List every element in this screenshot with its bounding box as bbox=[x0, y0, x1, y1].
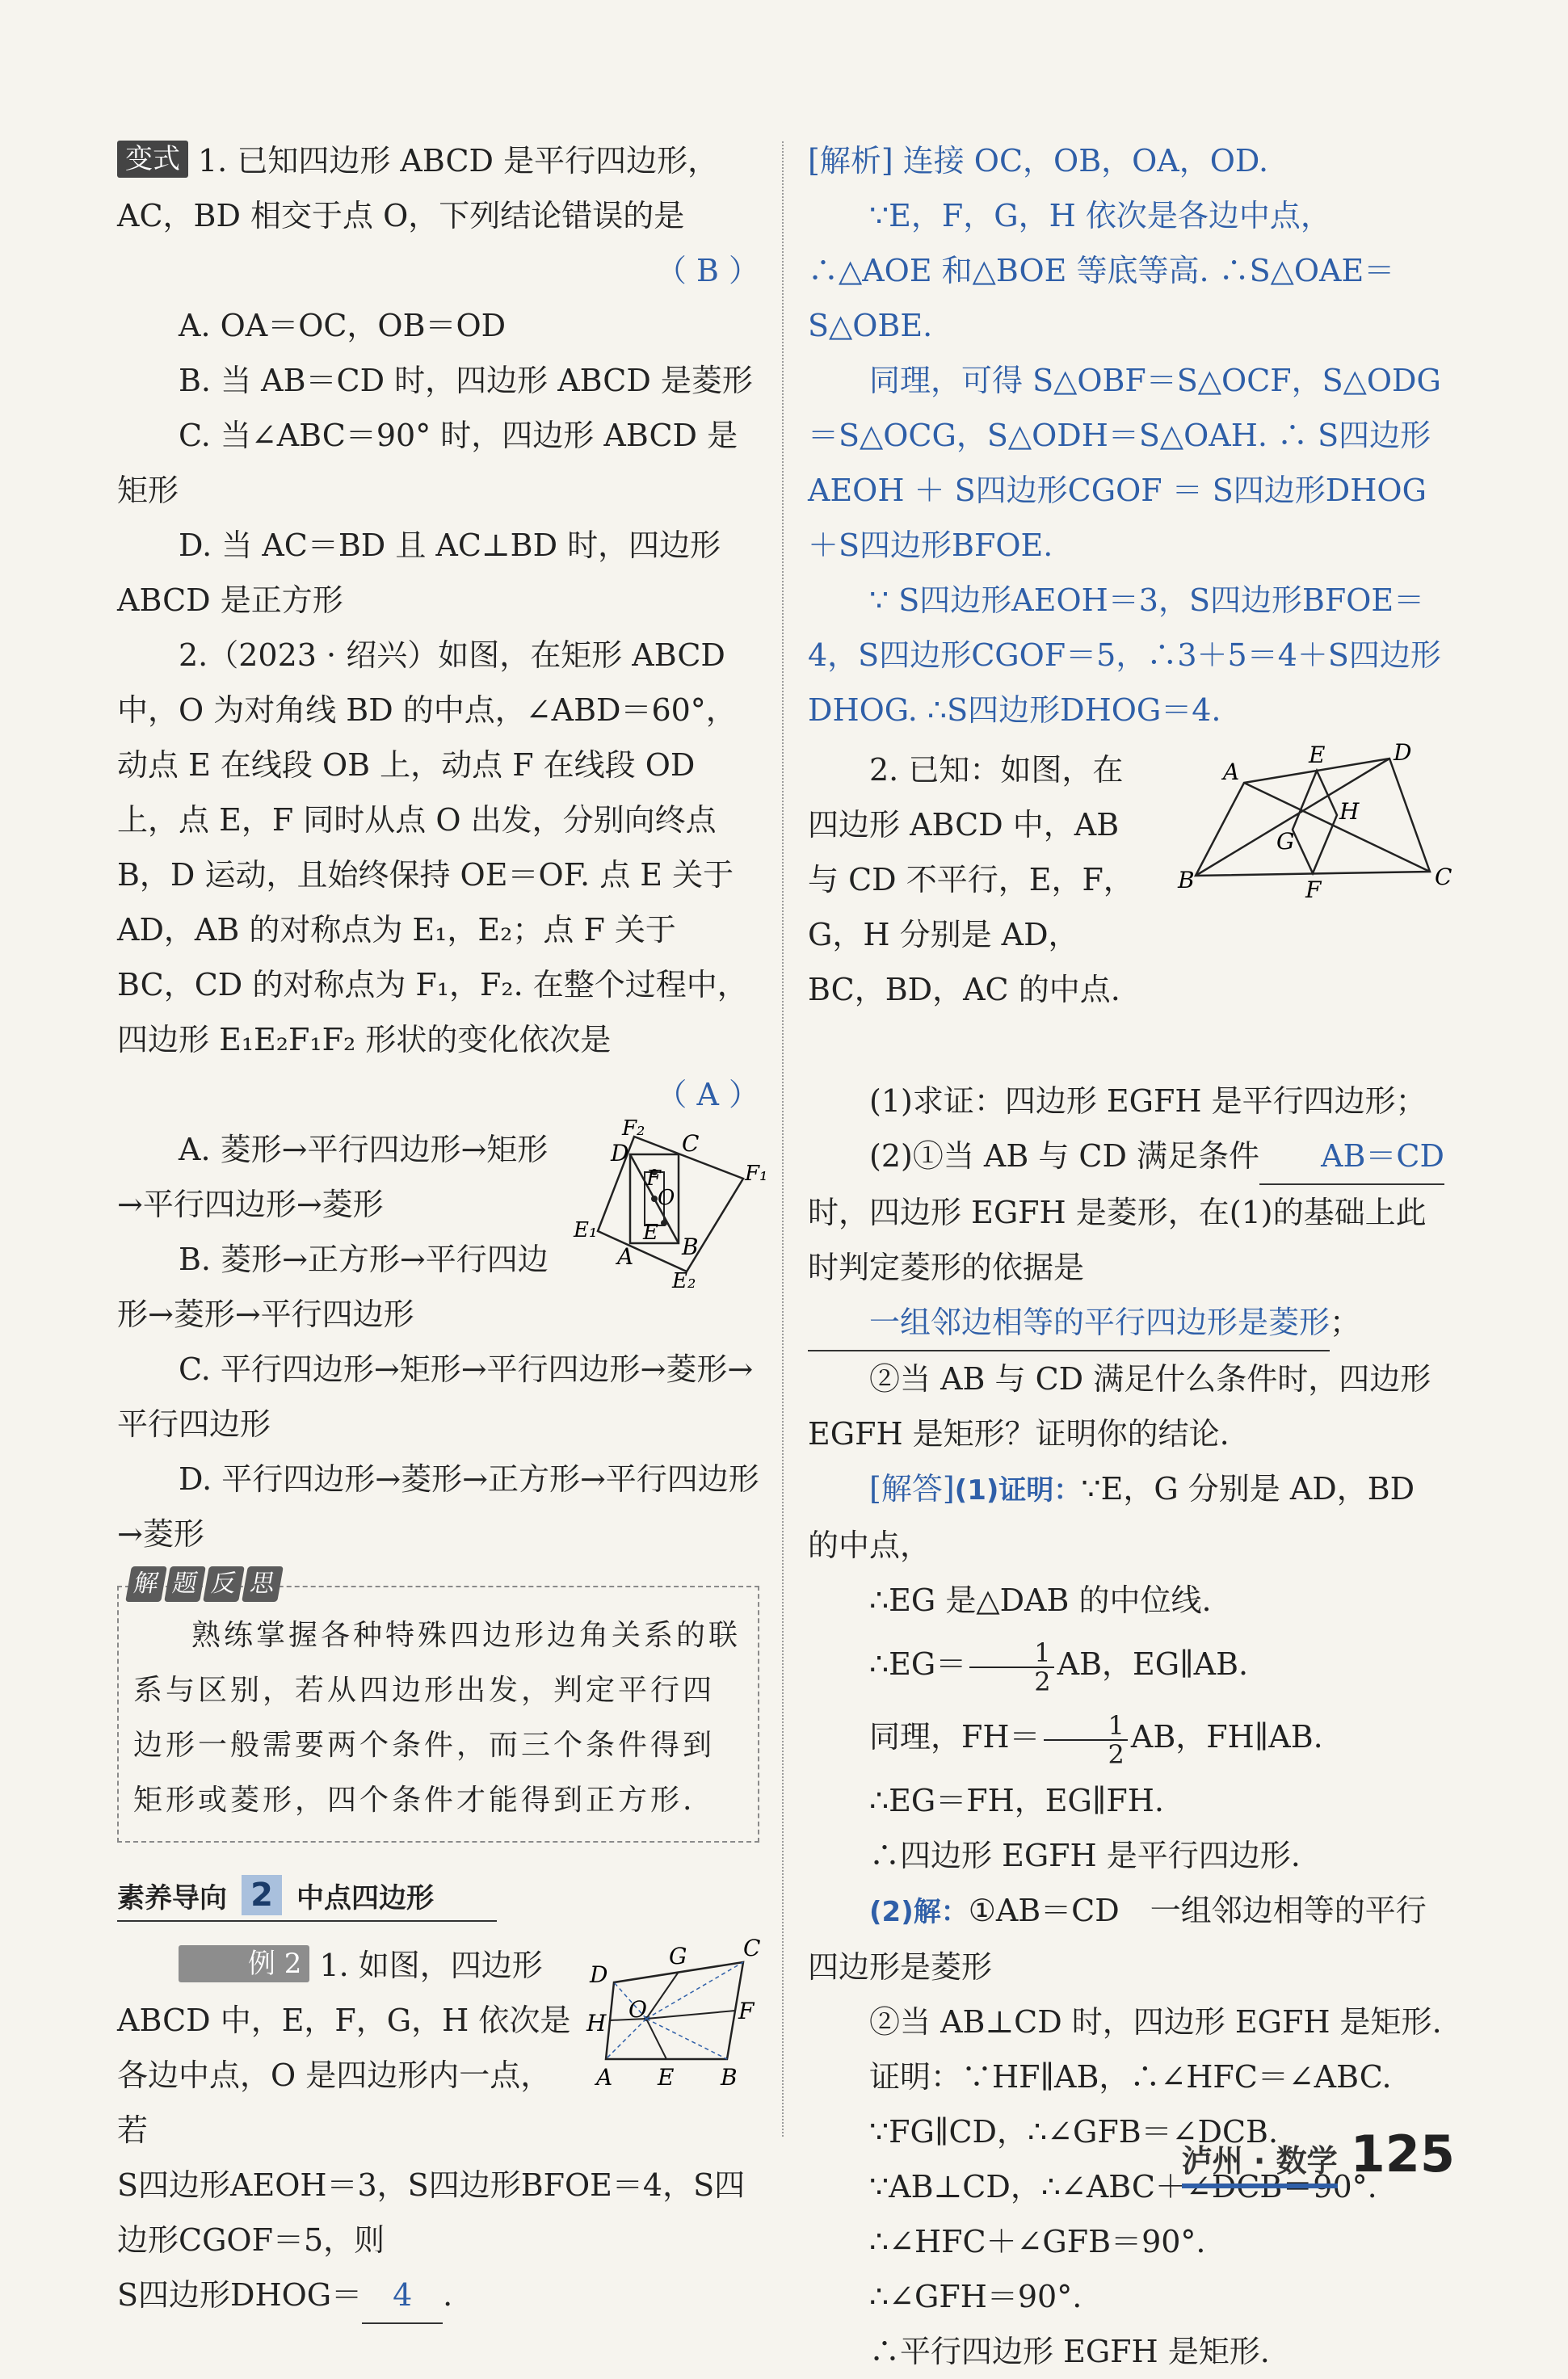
fig3-label-h: H bbox=[1339, 798, 1360, 825]
example-block bbox=[117, 1935, 761, 2324]
example-figure bbox=[582, 1935, 761, 2091]
fig2-label-h: H bbox=[586, 2010, 607, 2036]
solution-part2-line-5: ∵AB⊥CD，∴∠ABC＋∠DCB＝90°. bbox=[869, 2169, 1377, 2205]
fig1-label-f1: F₁ bbox=[745, 1162, 768, 1186]
reflection-text: 熟练掌握各种特殊四边形边角关系的联系与区别，若从四边形出发，判定平行四边形一般需要两个条件，而三个条件得到矩形或菱形，四个条件才能得到正方形. bbox=[133, 1619, 742, 1817]
fig1-label-f: F bbox=[646, 1166, 662, 1191]
q2-right-block bbox=[808, 739, 1454, 1017]
q2-answer: （ A ） bbox=[656, 1077, 759, 1112]
fig1-label-b: B bbox=[682, 1234, 699, 1260]
fig3-label-a: A bbox=[1223, 759, 1240, 785]
right-q2-stem: 2. 已知：如图，在四边形 ABCD 中，AB 与 CD 不平行，E，F，G，H 分别是 AD，BC，BD，AC 的中点. bbox=[808, 752, 1134, 1007]
fig2-label-f: F bbox=[738, 1998, 755, 2024]
example-answer-blank: 4 bbox=[362, 2268, 443, 2324]
left-column bbox=[117, 133, 768, 2324]
fig2-label-d: D bbox=[590, 1961, 608, 1988]
fig3-label-d: D bbox=[1394, 739, 1412, 766]
part2-blank-2: 一组邻边相等的平行四边形是菱形 bbox=[808, 1295, 1330, 1351]
solution-line-2: ∴EG 是△DAB 的中位线. bbox=[869, 1582, 1212, 1618]
solution-line-1: [解答](1)证明：∵E，G 分别是 AD，BD 的中点， bbox=[808, 1471, 1415, 1563]
fig2-label-g: G bbox=[669, 1943, 687, 1969]
variant-option-d: D. 当 AC＝BD 且 AC⊥BD 时，四边形 ABCD 是正方形 bbox=[117, 527, 721, 618]
fig3-label-c: C bbox=[1435, 864, 1452, 890]
footer-label: 泸州 · 数学 bbox=[1182, 2136, 1338, 2188]
q2-stem: 2.（2023 · 绍兴）如图，在矩形 ABCD 中，O 为对角线 BD 的中点，∠ABD＝60°，动点 E 在线段 OB 上，动点 F 在线段 OD 上，点 E，F 同时从点 O 出发，分别向终点 B，D 运动，且始终保持 OE＝OF. 点 E 关于 AD，AB 的对称点为 E₁，E₂；点 F 关于 BC，CD 的对称点为 F₁，F₂. 在整个过程中，四边形 E₁E₂F₁F₂ 形状的变化依次是 bbox=[117, 637, 748, 1057]
part2-label: (2)解： bbox=[869, 1896, 969, 1928]
solution-line-3: ∴EG＝ $\frac{1}{2}$ AB，EG∥AB. bbox=[869, 1637, 1249, 1697]
variant-option-c: C. 当∠ABC＝90° 时，四边形 ABCD 是矩形 bbox=[117, 418, 738, 508]
fraction-half-2: $\frac{1}{2}$ bbox=[1044, 1712, 1128, 1768]
right-q2-part1: (1)求证：四边形 EGFH 是平行四边形； bbox=[869, 1083, 1427, 1119]
fig1-label-e2: E₂ bbox=[672, 1269, 696, 1293]
reflection-title: 解 题 反 思 bbox=[128, 1566, 280, 1602]
section-title: 中点四边形 bbox=[296, 1881, 434, 1915]
solution-part2-line-6: ∴∠HFC＋∠GFB＝90°. bbox=[869, 2224, 1206, 2259]
section-label: 素养导向 bbox=[117, 1881, 227, 1915]
q2-options-block bbox=[117, 1116, 768, 1561]
q2-right-figure bbox=[1155, 739, 1454, 904]
analysis-line-3: 同理，可得 S△OBF＝S△OCF，S△ODG＝S△OCG，S△ODH＝S△OAH. ∴ S四边形AEOH ＋ S四边形CGOF ＝ S四边形DHOG＋S四边形BFOE. bbox=[808, 363, 1441, 563]
fig1-label-e1: E₁ bbox=[574, 1218, 598, 1242]
fig1-label-f2: F₂ bbox=[622, 1116, 645, 1141]
fig1-label-a: A bbox=[617, 1243, 634, 1270]
fraction-half-1: $\frac{1}{2}$ bbox=[969, 1639, 1053, 1696]
solution-part2-line-7: ∴∠GFH＝90°. bbox=[869, 2279, 1082, 2314]
solution-line-4: 同理，FH＝ $\frac{1}{2}$ AB，FH∥AB. bbox=[869, 1709, 1323, 1770]
solution-line-6: ∴四边形 EGFH 是平行四边形. bbox=[869, 1838, 1301, 1873]
example-tag: 例 2 bbox=[179, 1945, 309, 1982]
page-number: 125 bbox=[1350, 2125, 1455, 2184]
fig2-label-b: B bbox=[721, 2064, 738, 2091]
variant-tag: 变式 bbox=[117, 141, 188, 178]
fig1-label-c: C bbox=[682, 1130, 700, 1157]
right-q2-part2: (2)①当 AB 与 CD 满足条件 AB＝CD时，四边形 EGFH 是菱形，在(1)的基础上此时判定菱形的依据是一组邻边相等的平行四边形是菱形； bbox=[808, 1129, 1454, 1351]
right-q2-part2b: ②当 AB 与 CD 满足什么条件时，四边形 EGFH 是矩形？证明你的结论. bbox=[808, 1361, 1431, 1452]
fig2-label-e: E bbox=[658, 2064, 675, 2091]
variant-option-a: A. OA＝OC，OB＝OD bbox=[179, 308, 507, 343]
fig3-label-e: E bbox=[1309, 742, 1326, 768]
fig2-label-c: C bbox=[743, 1935, 761, 1961]
column-divider bbox=[782, 141, 784, 2137]
fig3-label-f: F bbox=[1305, 876, 1322, 903]
q2-option-c: C. 平行四边形→矩形→平行四边形→菱形→平行四边形 bbox=[117, 1351, 754, 1442]
page-footer bbox=[1182, 2125, 1455, 2188]
variant-stem: 变式 1. 已知四边形 ABCD 是平行四边形，AC，BD 相交于点 O，下列结论错误的是 bbox=[117, 133, 759, 243]
q2-option-b: B. 菱形→正方形→平行四边形→菱形→平行四边形 bbox=[117, 1242, 549, 1332]
fig1-label-d: D bbox=[611, 1140, 629, 1166]
reflection-box bbox=[117, 1570, 759, 1843]
fig3-label-g: G bbox=[1276, 828, 1295, 855]
solution-line-5: ∴EG＝FH，EG∥FH. bbox=[869, 1783, 1165, 1818]
q2-figure bbox=[574, 1116, 768, 1293]
quad-eghf bbox=[1293, 771, 1337, 873]
part2-blank-1: AB＝CD bbox=[1259, 1129, 1444, 1185]
analysis-line-4: ∵ S四边形AEOH＝3，S四边形BFOE＝4，S四边形CGOF＝5，∴3＋5＝4＋S四边形DHOG. ∴S四边形DHOG＝4. bbox=[808, 582, 1441, 728]
fig1-label-o: O bbox=[658, 1186, 675, 1210]
fig1-label-e: E bbox=[643, 1221, 658, 1245]
section-number: 2 bbox=[242, 1875, 282, 1915]
solution-tag: [解答] bbox=[869, 1471, 955, 1507]
solution-part2-line-8: ∴平行四边形 EGFH 是矩形. bbox=[869, 2334, 1270, 2369]
example-question: S四边形DHOG＝ 4 . bbox=[117, 2268, 759, 2324]
solution-part2-line-3: 证明：∵HF∥AB，∴∠HFC＝∠ABC. bbox=[869, 2059, 1392, 2095]
solution-part2-line-2: ②当 AB⊥CD 时，四边形 EGFH 是矩形. bbox=[869, 2004, 1442, 2040]
fig2-label-a: A bbox=[596, 2064, 613, 2091]
fig3-label-b: B bbox=[1178, 867, 1195, 893]
q2-option-a: A. 菱形→平行四边形→矩形→平行四边形→菱形 bbox=[117, 1132, 549, 1222]
variant-option-b: B. 当 AB＝CD 时，四边形 ABCD 是菱形 bbox=[179, 363, 753, 398]
analysis-line-2: ∵E，F，G，H 依次是各边中点，∴△AOE 和△BOE 等底等高. ∴S△OAE＝S△OBE. bbox=[808, 198, 1395, 343]
solution-part2-line-1: (2)解：①AB＝CD 一组邻边相等的平行四边形是菱形 bbox=[808, 1893, 1427, 1985]
example-stem: 例 2 1. 如图，四边形 ABCD 中，E，F，G，H 依次是各边中点，O 是四边形内一点，若 bbox=[117, 1938, 759, 2158]
example-condition: S四边形AEOH＝3，S四边形BFOE＝4，S四边形CGOF＝5，则 bbox=[117, 2167, 746, 2258]
section-heading bbox=[117, 1875, 497, 1922]
fig2-label-o: O bbox=[628, 1996, 647, 2023]
analysis-line-1: [解析] 连接 OC，OB，OA，OD. bbox=[808, 143, 1269, 179]
solution-part2-line-4: ∵FG∥CD，∴∠GFB＝∠DCB. bbox=[869, 2114, 1279, 2150]
variant-answer: （ B ） bbox=[655, 253, 759, 288]
right-column bbox=[808, 133, 1454, 2379]
proof-label: (1)证明： bbox=[954, 1474, 1082, 1507]
q2-option-d: D. 平行四边形→菱形→正方形→平行四边形→菱形 bbox=[117, 1461, 759, 1552]
